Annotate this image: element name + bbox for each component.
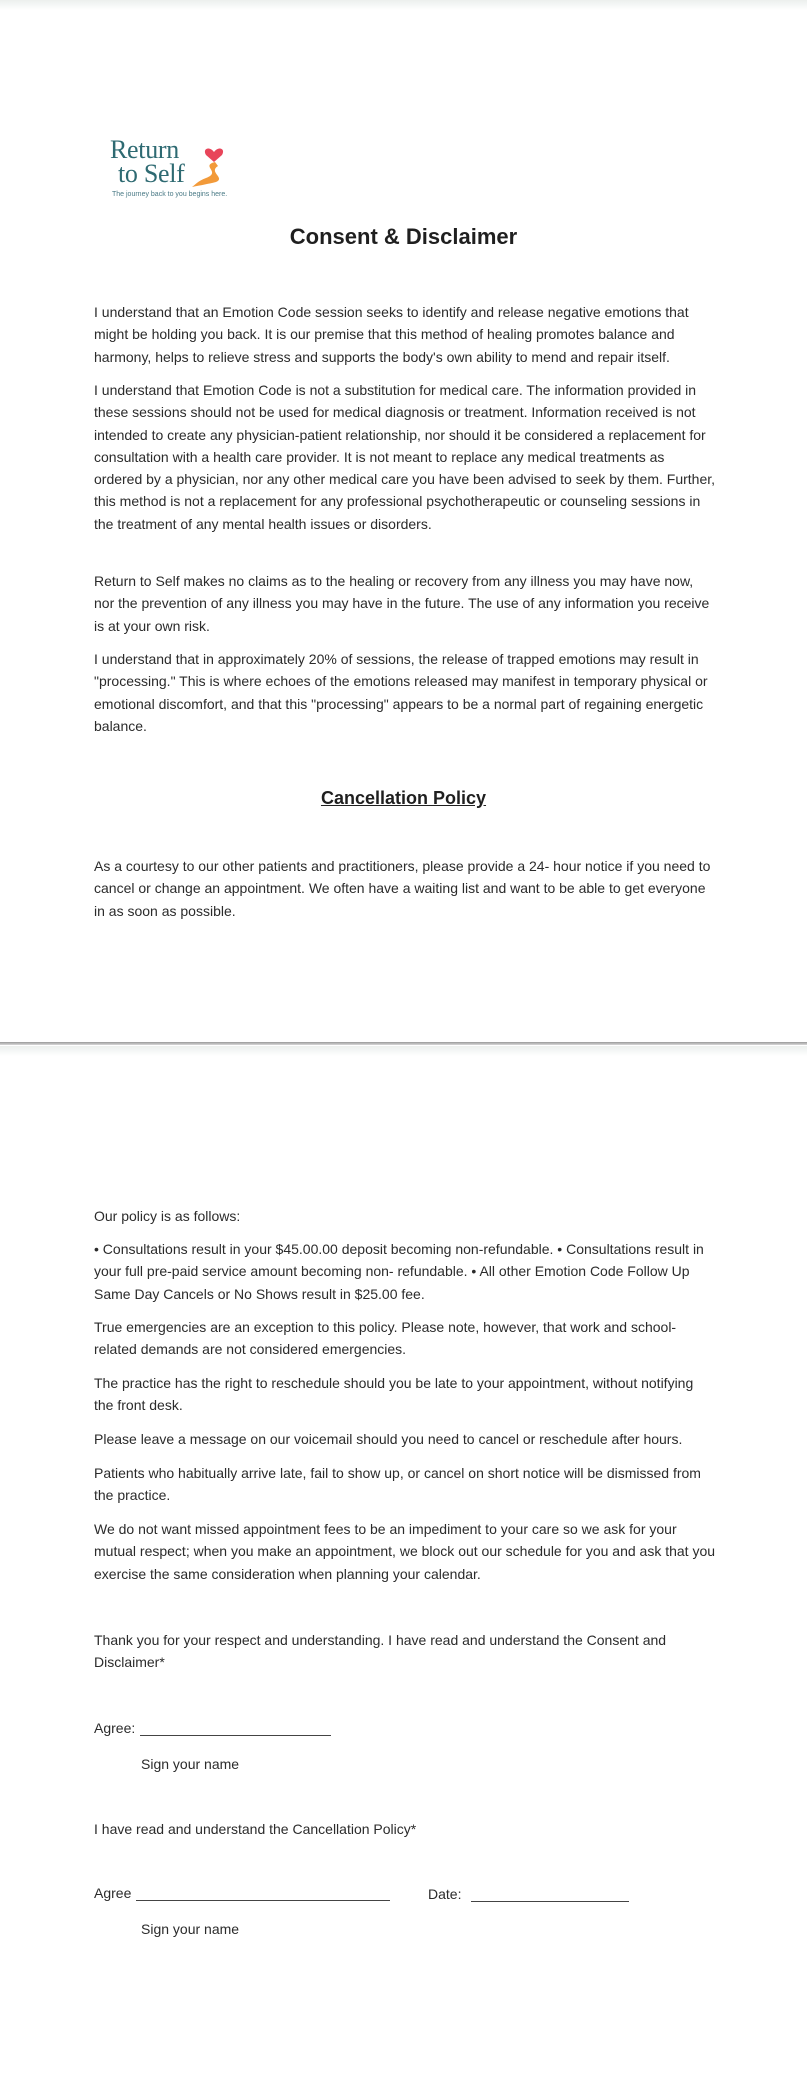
signature-line-1[interactable] — [140, 1735, 331, 1736]
consent-acknowledgement: Thank you for your respect and understanding. I have read and understand the Consent and Disclaimer* — [94, 1632, 667, 1671]
page-divider — [0, 1042, 807, 1045]
logo-text-line2: to Self — [118, 159, 185, 188]
heart-swirl-icon — [188, 138, 228, 190]
logo-tagline: The journey back to you begins here. — [112, 191, 228, 198]
signature-line-2[interactable] — [136, 1900, 390, 1901]
page-two — [0, 1046, 807, 2090]
policy-paragraph-6: Patients who habitually arrive late, fail to show up, or cancel on short notice will be dismissed from the practice. — [94, 1465, 701, 1504]
logo-text-line1: Return — [110, 135, 179, 164]
policy-paragraph-3: True emergencies are an exception to this policy. Please note, however, that work and school-related demands are not considered emergencies. — [94, 1319, 677, 1358]
sign-name-hint-2: Sign your name — [141, 1921, 240, 1937]
date-line[interactable] — [471, 1901, 629, 1902]
agree-label-1: Agree: — [94, 1720, 136, 1736]
sign-name-hint-1: Sign your name — [141, 1756, 240, 1772]
policy-paragraph-5: Please leave a message on our voicemail should you need to cancel or reschedule after hours. — [94, 1431, 683, 1447]
scan-edge-top — [0, 0, 807, 10]
return-to-self-logo — [110, 135, 250, 202]
date-label: Date: — [428, 1886, 462, 1902]
policy-paragraph-7: We do not want missed appointment fees to be an impediment to your care so we ask for your mutual respect; when you make an appointment, we block out our schedule for you and ask that you exercise the same consideration when planning your calendar. — [94, 1521, 716, 1582]
consent-paragraph-3: Return to Self makes no claims as to the healing or recovery from any illness you may have now, nor the prevention of any illness you may have in the future. The use of any information you receive is at your own risk. — [94, 573, 710, 634]
policy-paragraph-1: Our policy is as follows: — [94, 1208, 241, 1224]
cancellation-acknowledgement: I have read and understand the Cancellation Policy* — [94, 1821, 417, 1837]
page-title: Consent & Disclaimer — [289, 224, 518, 249]
scan-edge-top-2 — [0, 1046, 807, 1056]
page-one — [0, 0, 807, 1043]
agree-label-2: Agree — [94, 1885, 132, 1901]
cancellation-heading: Cancellation Policy — [320, 788, 487, 808]
consent-paragraph-4: I understand that in approximately 20% of sessions, the release of trapped emotions may result in "processing." This is where echoes of the emotions released may manifest in temporary physical or emotional discomfort, and that this "processing" appears to be a normal part of regaining energetic balance. — [94, 651, 708, 734]
consent-paragraph-2: I understand that Emotion Code is not a substitution for medical care. The information provided in these sessions should not be used for medical diagnosis or treatment. Information received is not intended to create any physician-patient relationship, nor should it be considered a replacement for consultation with a health care provider. It is not meant to replace any medical treatments as ordered by a physician, nor any other medical care you have been advised to seek by them. Further, this method is not a replacement for any professional psychotherapeutic or counseling sessions in the treatment of any mental health issues or disorders. — [94, 382, 716, 532]
policy-paragraph-2: • Consultations result in your $45.00.00 deposit becoming non-refundable. • Consultations result in your full pre-paid service amount becoming non- refundable. • All other Emotion Code Follow Up Same Day Cancels or No Shows result in $25.00 fee. — [94, 1241, 704, 1302]
cancellation-intro: As a courtesy to our other patients and practitioners, please provide a 24- hour notice if you need to cancel or change an appointment. We often have a waiting list and want to be able to get everyone in as soon as possible. — [94, 858, 711, 919]
consent-paragraph-1: I understand that an Emotion Code session seeks to identify and release negative emotions that might be holding you back. It is our premise that this method of healing promotes balance and harmony, helps to relieve stress and supports the body's own ability to mend and repair itself. — [94, 304, 689, 365]
policy-paragraph-4: The practice has the right to reschedule should you be late to your appointment, without notifying the front desk. — [94, 1375, 694, 1414]
